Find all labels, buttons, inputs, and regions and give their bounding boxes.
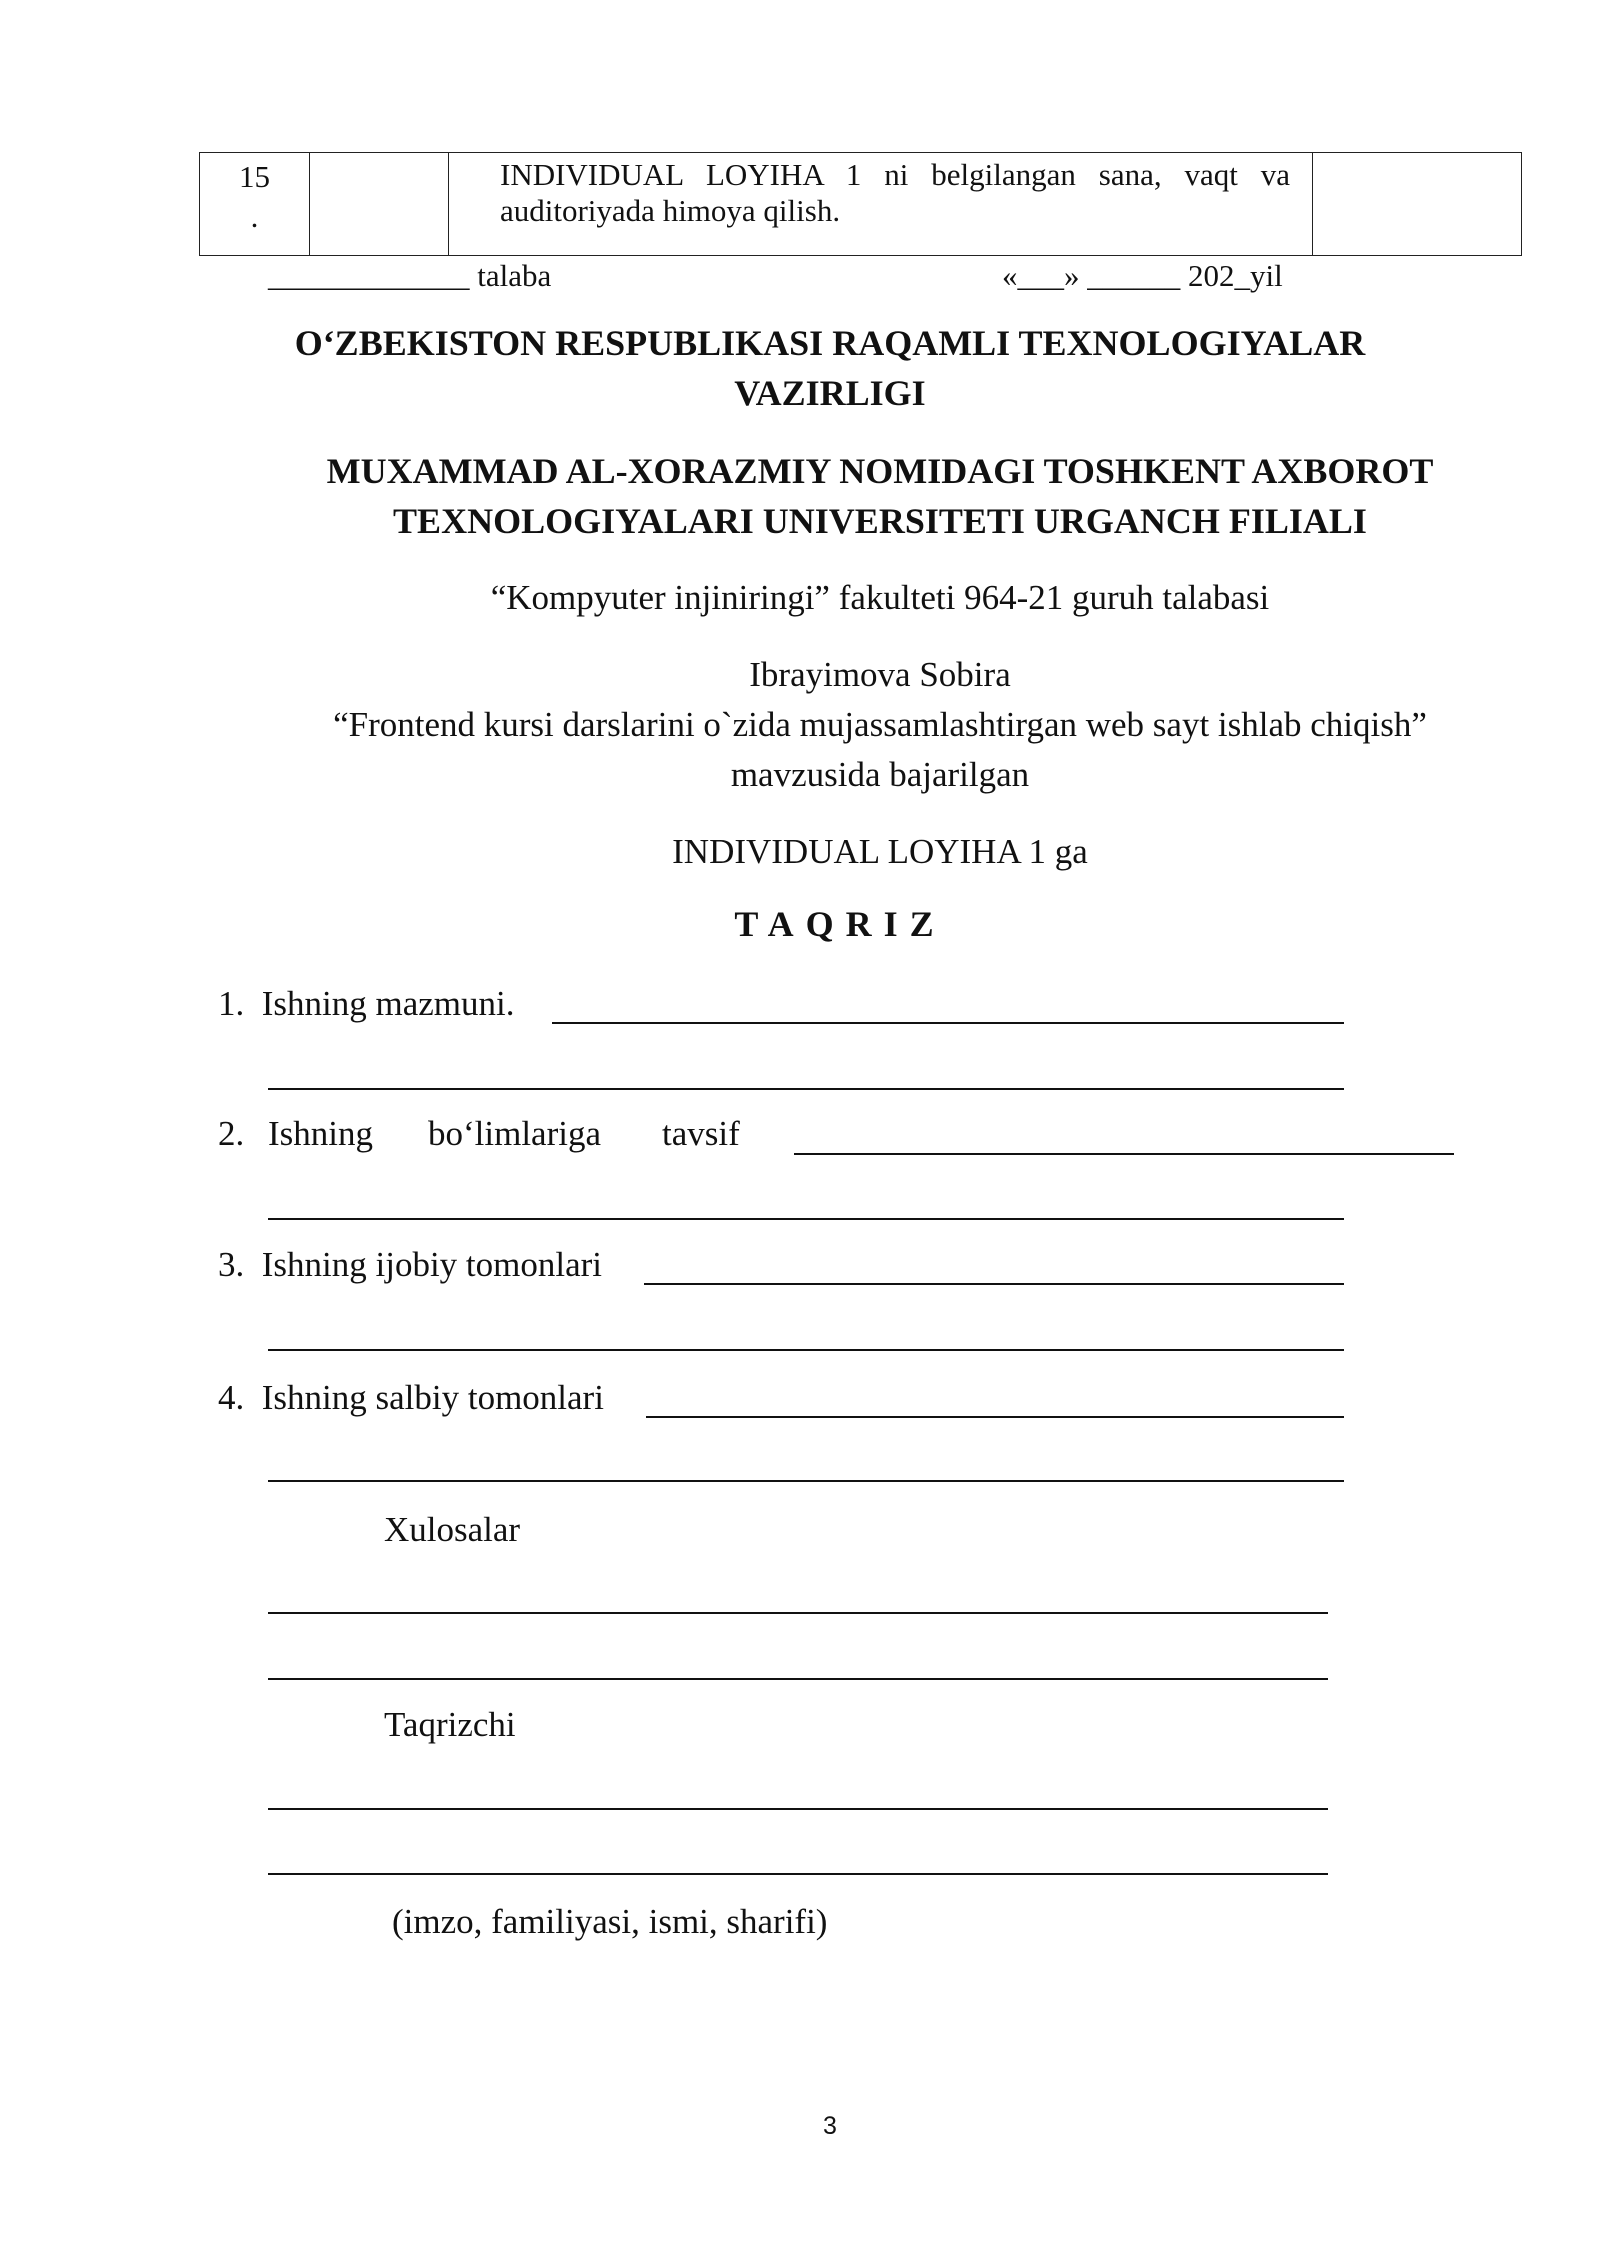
review-item-3 (218, 1243, 602, 1287)
review-item-1 (218, 982, 515, 1026)
table-divider (448, 153, 449, 255)
answer-line[interactable] (268, 1218, 1344, 1220)
conclusions-line[interactable] (268, 1612, 1328, 1614)
student-name: Ibrayimova Sobira (749, 655, 1011, 694)
item-text: Ishning ijobiy tomonlari (261, 1245, 603, 1284)
student-blank: _____________ (268, 258, 470, 293)
signature-hint: (imzo, familiyasi, ismi, sharifi) (392, 1902, 828, 1941)
answer-line[interactable] (268, 1088, 1344, 1090)
item-word: Ishning (268, 1114, 373, 1153)
answer-line[interactable] (268, 1480, 1344, 1482)
date-line: «___» ______ 202_yil (1002, 258, 1283, 293)
row-number: 15 (239, 159, 270, 194)
answer-line[interactable] (644, 1283, 1344, 1285)
conclusions-label: Xulosalar (384, 1510, 521, 1549)
item-number: 2. (218, 1114, 245, 1153)
topic-line2: mavzusida bajarilgan (730, 755, 1030, 794)
item-number: 4. (218, 1378, 245, 1417)
answer-line[interactable] (268, 1349, 1344, 1351)
page-number: 3 (823, 2112, 837, 2140)
row-number-dot: . (250, 199, 259, 234)
table-divider (309, 153, 310, 255)
ministry-title-line1: O‘ZBEKISTON RESPUBLIKASI RAQAMLI TEXNOLOGIYALAR (294, 323, 1366, 363)
answer-line[interactable] (646, 1416, 1344, 1418)
university-title-line1: MUXAMMAD AL-XORAZMIY NOMIDAGI TOSHKENT AXBOROT (326, 451, 1434, 491)
answer-line[interactable] (552, 1022, 1344, 1024)
student-signature-line (268, 256, 551, 296)
student-label: talaba (477, 258, 552, 293)
project-line: INDIVIDUAL LOYIHA 1 ga (672, 832, 1088, 871)
item-word: bo‘limlariga (428, 1114, 602, 1153)
review-heading: TAQRIZ (734, 904, 946, 944)
item-number: 1. (218, 984, 245, 1023)
task-description: INDIVIDUAL LOYIHA 1 ni belgilangan sana, vaqt va auditoriyada himoya qilish. (500, 157, 1290, 228)
review-item-4 (218, 1376, 604, 1420)
table-divider (1312, 153, 1313, 255)
item-word: tavsif (662, 1114, 740, 1153)
task-table-row (199, 152, 1522, 256)
reviewer-line[interactable] (268, 1873, 1328, 1875)
review-item-2 (218, 1112, 244, 1156)
reviewer-label: Taqrizchi (384, 1705, 516, 1744)
university-title-line2: TEXNOLOGIYALARI UNIVERSITETI URGANCH FILIALI (393, 501, 1367, 541)
item-number: 3. (218, 1245, 245, 1284)
ministry-title-line2: VAZIRLIGI (734, 373, 926, 413)
answer-line[interactable] (794, 1153, 1454, 1155)
faculty-line: “Kompyuter injiniringi” fakulteti 964-21 guruh talabasi (490, 578, 1270, 617)
reviewer-line[interactable] (268, 1808, 1328, 1810)
item-text: Ishning mazmuni. (261, 984, 515, 1023)
topic-line1: “Frontend kursi darslarini o`zida mujassamlashtirgan web sayt ishlab chiqish” (333, 705, 1427, 744)
item-text: Ishning salbiy tomonlari (261, 1378, 604, 1417)
conclusions-line[interactable] (268, 1678, 1328, 1680)
row-number-cell (200, 157, 309, 237)
